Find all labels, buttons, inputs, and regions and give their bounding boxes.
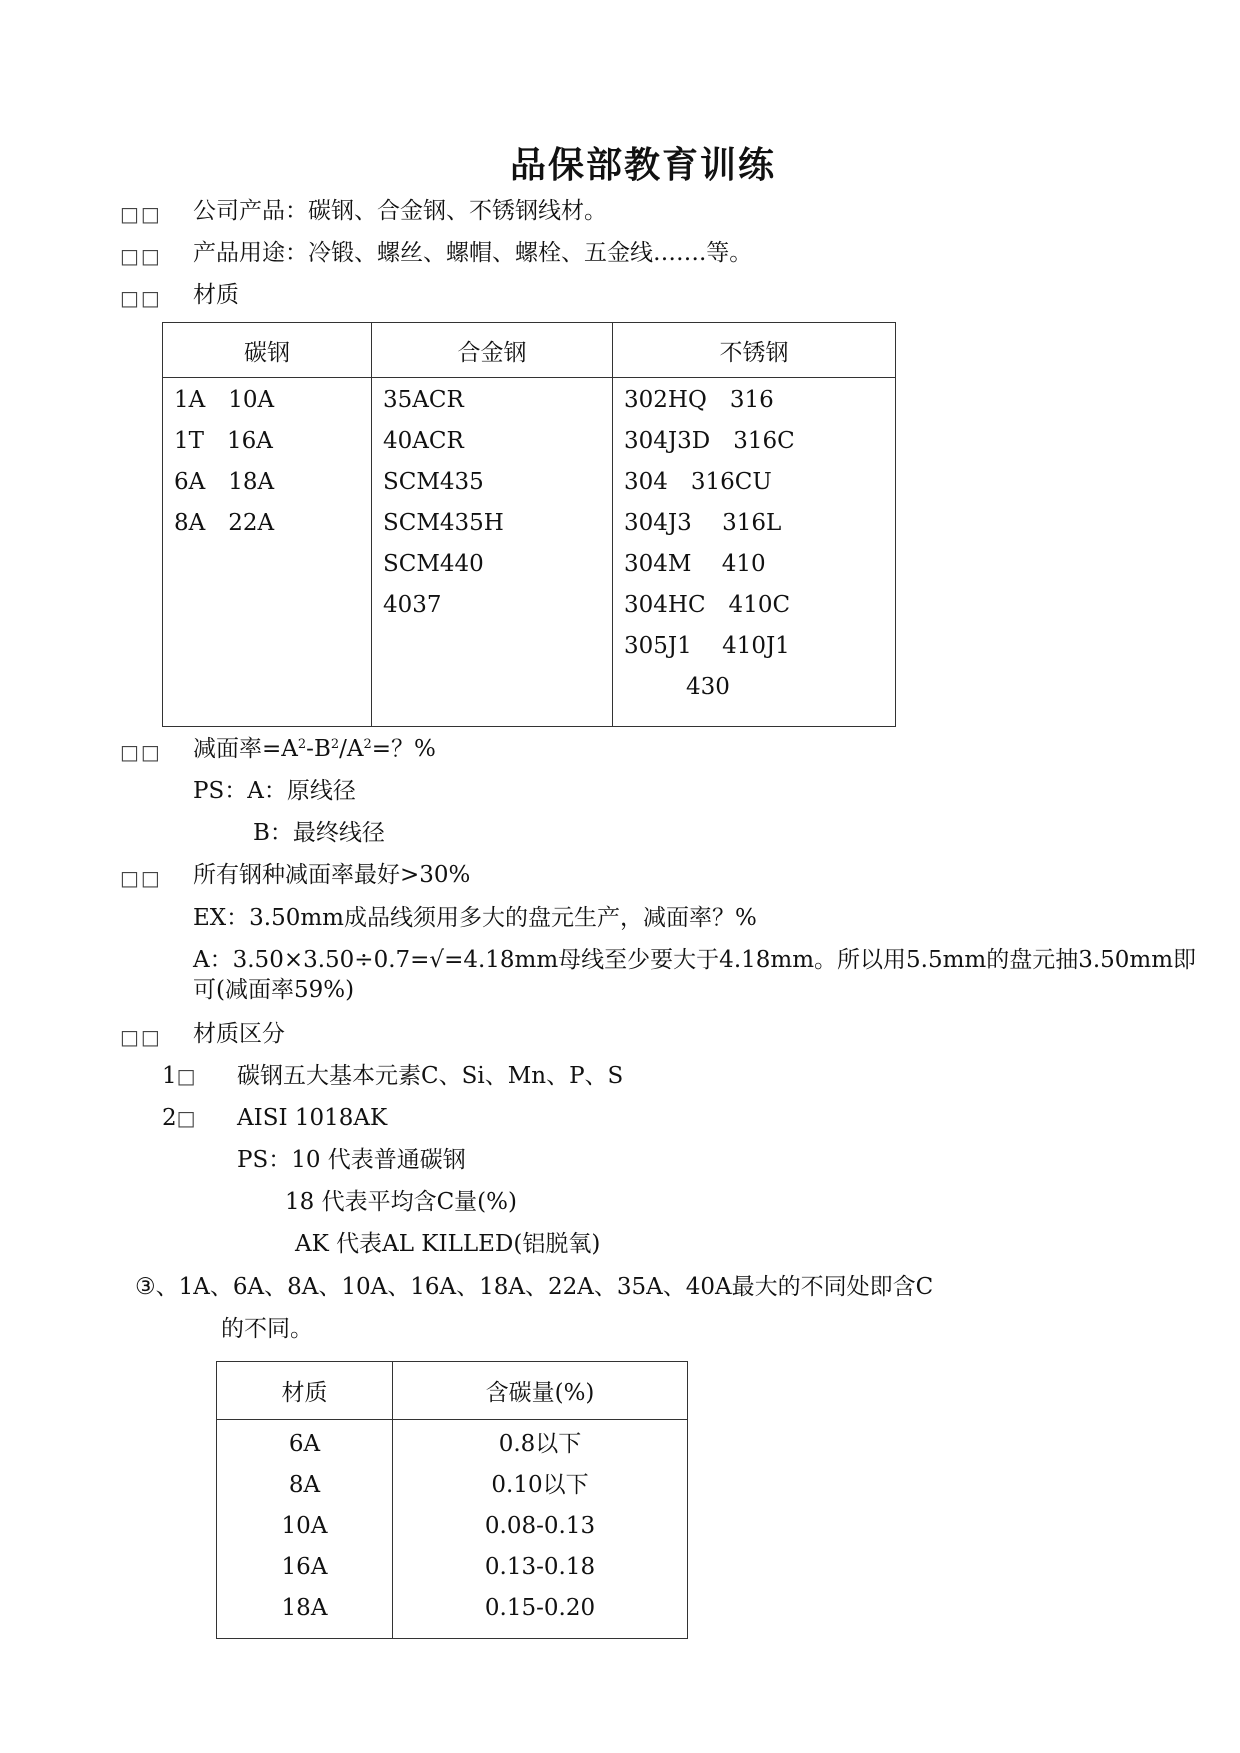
alloy-steel-cell [372, 378, 613, 727]
material-grade: 6A [288, 1431, 321, 1457]
grade: 302HQ 316 [624, 387, 774, 413]
material-column [217, 1420, 393, 1639]
sub-item-number: 2□ [162, 1105, 198, 1131]
carbon-steel-cell [163, 378, 372, 727]
header-carbon-content: 含碳量(%) [393, 1362, 688, 1420]
grade: 430 [686, 674, 730, 700]
grade: 304M 410 [624, 551, 766, 577]
reduction-formula: 减面率$=A^2-B^2/A^2=$？% [193, 736, 436, 762]
grade: 304J3 316L [624, 510, 782, 536]
grade: 8A 22A [174, 510, 275, 536]
material-grade: 18A [281, 1595, 328, 1621]
material-grade: 16A [281, 1554, 328, 1580]
company-products: 公司产品：碳钢、合金钢、不锈钢线材。 [193, 198, 607, 224]
grade: 4037 [383, 592, 442, 618]
difference-line1: ③、1A、6A、8A、10A、16A、18A、22A、35A、40A最大的不同处即含C [135, 1274, 934, 1300]
example-question: EX：3.50mm成品线须用多大的盘元生产，减面率？% [193, 905, 757, 931]
carbon-value: 0.08-0.13 [484, 1513, 596, 1539]
carbon-value: 0.10以下 [491, 1472, 589, 1498]
grade: 304 316CU [624, 469, 772, 495]
grade: SCM435 [383, 469, 484, 495]
carbon-column [393, 1420, 688, 1639]
bullet-marker: □□ [120, 866, 162, 890]
carbon-value: 0.15-0.20 [484, 1595, 596, 1621]
bullet-marker: □□ [120, 244, 162, 268]
bullet-marker: □□ [120, 286, 162, 310]
header-material: 材质 [217, 1362, 393, 1420]
ps-original-diameter: PS：A：原线径 [193, 778, 356, 804]
grade: 304HC 410C [624, 592, 791, 618]
grade: 40ACR [383, 428, 464, 454]
material-grade: 8A [288, 1472, 321, 1498]
ps-carbon-content: 18 代表平均含C量(%) [285, 1189, 517, 1215]
classification-heading: 材质区分 [193, 1021, 285, 1047]
carbon-value: 0.13-0.18 [484, 1554, 596, 1580]
grade: 35ACR [383, 387, 464, 413]
header-stainless-steel: 不锈钢 [613, 323, 896, 378]
material-grade: 10A [281, 1513, 328, 1539]
ps-final-diameter: B：最终线径 [253, 820, 385, 846]
aisi-code: AISI 1018AK [237, 1105, 388, 1131]
header-alloy-steel: 合金钢 [372, 323, 613, 378]
grade: 1A 10A [174, 387, 275, 413]
product-uses: 产品用途：冷锻、螺丝、螺帽、螺栓、五金线…….等。 [193, 240, 753, 266]
material-table [162, 322, 896, 727]
stainless-steel-cell [613, 378, 896, 727]
best-reduction-rate: 所有钢种减面率最好>30% [193, 862, 471, 888]
bullet-marker: □□ [120, 1025, 162, 1049]
carbon-value: 0.8以下 [498, 1431, 582, 1457]
sub-item-number: 1□ [162, 1063, 198, 1089]
grade: SCM440 [383, 551, 484, 577]
ps-al-killed: AK 代表AL KILLED(铝脱氧) [295, 1231, 601, 1257]
basic-elements: 碳钢五大基本元素C、Si、Mn、P、S [237, 1063, 624, 1089]
bullet-marker: □□ [120, 740, 162, 764]
difference-line2: 的不同。 [221, 1316, 313, 1342]
grade: 6A 18A [174, 469, 275, 495]
ps-ordinary-carbon: PS：10 代表普通碳钢 [237, 1147, 466, 1173]
header-carbon-steel: 碳钢 [163, 323, 372, 378]
grade: 304J3D 316C [624, 428, 795, 454]
bullet-marker: □□ [120, 202, 162, 226]
carbon-content-table [216, 1361, 688, 1639]
grade: SCM435H [383, 510, 504, 536]
grade: 1T 16A [174, 428, 273, 454]
page-title: 品保部教育训练 [510, 144, 777, 186]
example-answer-line2: 可(减面率59%) [193, 977, 355, 1003]
material-heading: 材质 [193, 282, 239, 308]
grade: 305J1 410J1 [624, 633, 790, 659]
example-answer-line1: A：3.50×3.50÷0.7=√=4.18mm母线至少要大于4.18mm。所以用5.5mm的盘元抽3.50mm即 [193, 947, 1197, 973]
